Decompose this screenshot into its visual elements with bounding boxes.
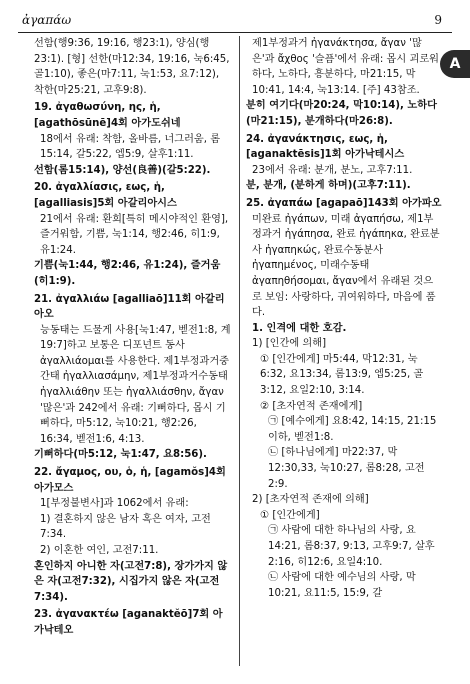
entry-definition: 제1부정과거 ἠγανάκτησα, ἄγαν '많은'과 ἄχθος '슬픔'에서 유래: 몹시 괴로워하다, 노하다, 흥분하다, 마21:15, 막10:41, 14:4, 눅13:14. [주] 43참조. (252, 38, 440, 96)
sense-subsubitem: ㉠ [예수에게] 요8:42, 14:15, 21:15 이하, 벧전1:8. (268, 416, 437, 443)
sense-number: 1. 인격에 대한 호감. (252, 322, 347, 334)
entry-headword: 20. ἀγαλλίασις, εως, ἡ, [agalliasis]5회 아갈리아시스 (34, 182, 177, 209)
entry-definition: 1[부정불변사]과 1062에서 유래: (40, 498, 189, 510)
left-column (34, 36, 232, 639)
right-column (246, 36, 442, 601)
entry-translation: 혼인하지 아니한 자(고전7:8), 장가가지 않은 자(고전7:32), 시집가지 않은 자(고전7:34). (34, 560, 228, 603)
header-headword: ἀγαπάω (22, 13, 72, 27)
sense-subitem: ① [인간에게] 마5:44, 막12:31, 눅6:32, 요13:34, 롬13:9, 엡5:25, 골3:12, 요일2:10, 3:14. (260, 353, 424, 397)
sense-item: 2) [초자연적 존재에 의해] (252, 494, 369, 506)
entry-headword: 24. ἀγανάκτησις, εως, ἡ, [aganaktēsis]1회 아가낙테시스 (246, 133, 405, 161)
entry-definition: 능동태는 드물게 사용[눅1:47, 벧전1:8, 계19:7]하고 보통은 디포넌트 동사 ἀγαλλιάομαι를 사용한다. 제1부정과거중간태 ἠγαλλιασάμην, 제1부정과거수동태 ἠγαλλιάθην 또는 ἠγαλλιάσθην, ἄγαν '많은'과 242에서 유래: 기뻐하다, 몹시 기뻐하다, 마5:12, 눅10:21, 행2:26, 16:34, 벧전1:6, 4:13. (40, 324, 231, 445)
entry-translation: 기뻐하다(마5:12, 눅1:47, 요8:56). (34, 449, 207, 461)
entry-headword: 22. ἄγαμος, ου, ὁ, ἡ, [agamŏs]4회 아가모스 (34, 467, 226, 494)
entry-definition: 18에서 유래: 착함, 올바름, 너그러움, 롬15:14, 갈5:22, 엡5:9, 살후1:11. (40, 133, 221, 161)
entry-translation: 선함(롬15:14), 양선(良善)(갈5:22). (34, 164, 211, 176)
column-divider (239, 36, 240, 666)
running-header (18, 10, 452, 33)
sense-subsubitem: ㉠ 사람에 대한 하나님의 사랑, 요14:21, 롬8:37, 9:13, 고후9:7, 살후2:16, 히12:6, 요일4:10. (268, 525, 435, 568)
sense-subsubitem: ㉡ 사람에 대한 예수님의 사랑, 막10:21, 요11:5, 15:9, 갈 (268, 572, 416, 599)
entry-translation: 분히 여기다(마20:24, 막10:14), 노하다(마21:15), 분개하다(마26:8). (246, 100, 437, 127)
entry-headword: 19. ἀγαθωσύνη, ης, ἡ, [agathōsūnē]4회 아가도쉬네 (34, 102, 181, 129)
entry-headword: 25. ἀγαπάω [agapaō]143회 아가파오 (246, 197, 442, 209)
section-tab[interactable]: A (440, 50, 470, 78)
entry-translation: 기쁨(눅1:44, 행2:46, 유1:24), 즐거움(히1:9). (34, 260, 221, 287)
sense-item: 2) 이혼한 여인, 고전7:11. (40, 545, 159, 556)
sense-item: 1) [인간에 의해] (252, 338, 327, 350)
entry-definition: 23에서 유래: 분개, 분노, 고후7:11. (252, 164, 413, 176)
sense-subitem: ② [초자연적 존재에게] (260, 400, 363, 412)
page-number: 9 (434, 13, 442, 27)
sense-subitem: ① [인간에게] (260, 509, 320, 521)
entry-translation: 분, 분개, (분하게 하며)(고후7:11). (246, 180, 411, 192)
entry-definition: 21에서 유래: 환희[특히 메시야적인 환영], 즐거워함, 기쁨, 눅1:14, 행2:46, 히1:9, 유1:24. (40, 213, 229, 256)
entry-text: 선함(행9:36, 19:16, 행23:1), 양심(행23:1). [형] 선한(마12:34, 19:16, 눅6:45, 골1:10), 좋은(마7:11, 눅1:53, 요7:12), 착한(마25:21, 고후9:8). (34, 38, 230, 96)
sense-subsubitem: ㉡ [하나님에게] 마22:37, 막12:30,33, 눅10:27, 롬8:28, 고전2:9. (268, 447, 425, 490)
entry-definition: 미완료 ἠγάπων, 미래 ἀγαπήσω, 제1부정과거 ἠγάπησα, 완료 ἠγάπηκα, 완료분사 ἠγαπηκώς, 완료수동분사 ἠγαπημένος, 미래수동태 ἀγαπηθήσομαι, ἄγαν에서 유래된 것으로 보임: 사랑하다, 귀여워하다, 마음에 품다. (252, 213, 440, 319)
entry-headword: 21. ἀγαλλιάω [agalliaō]11회 아갈리아오 (34, 293, 225, 321)
sense-item: 1) 결혼하지 않은 남자 혹은 여자, 고전7:34. (40, 513, 211, 541)
entry-headword: 23. ἀγανακτέω [aganaktĕō]7회 아가낙테오 (34, 609, 223, 636)
